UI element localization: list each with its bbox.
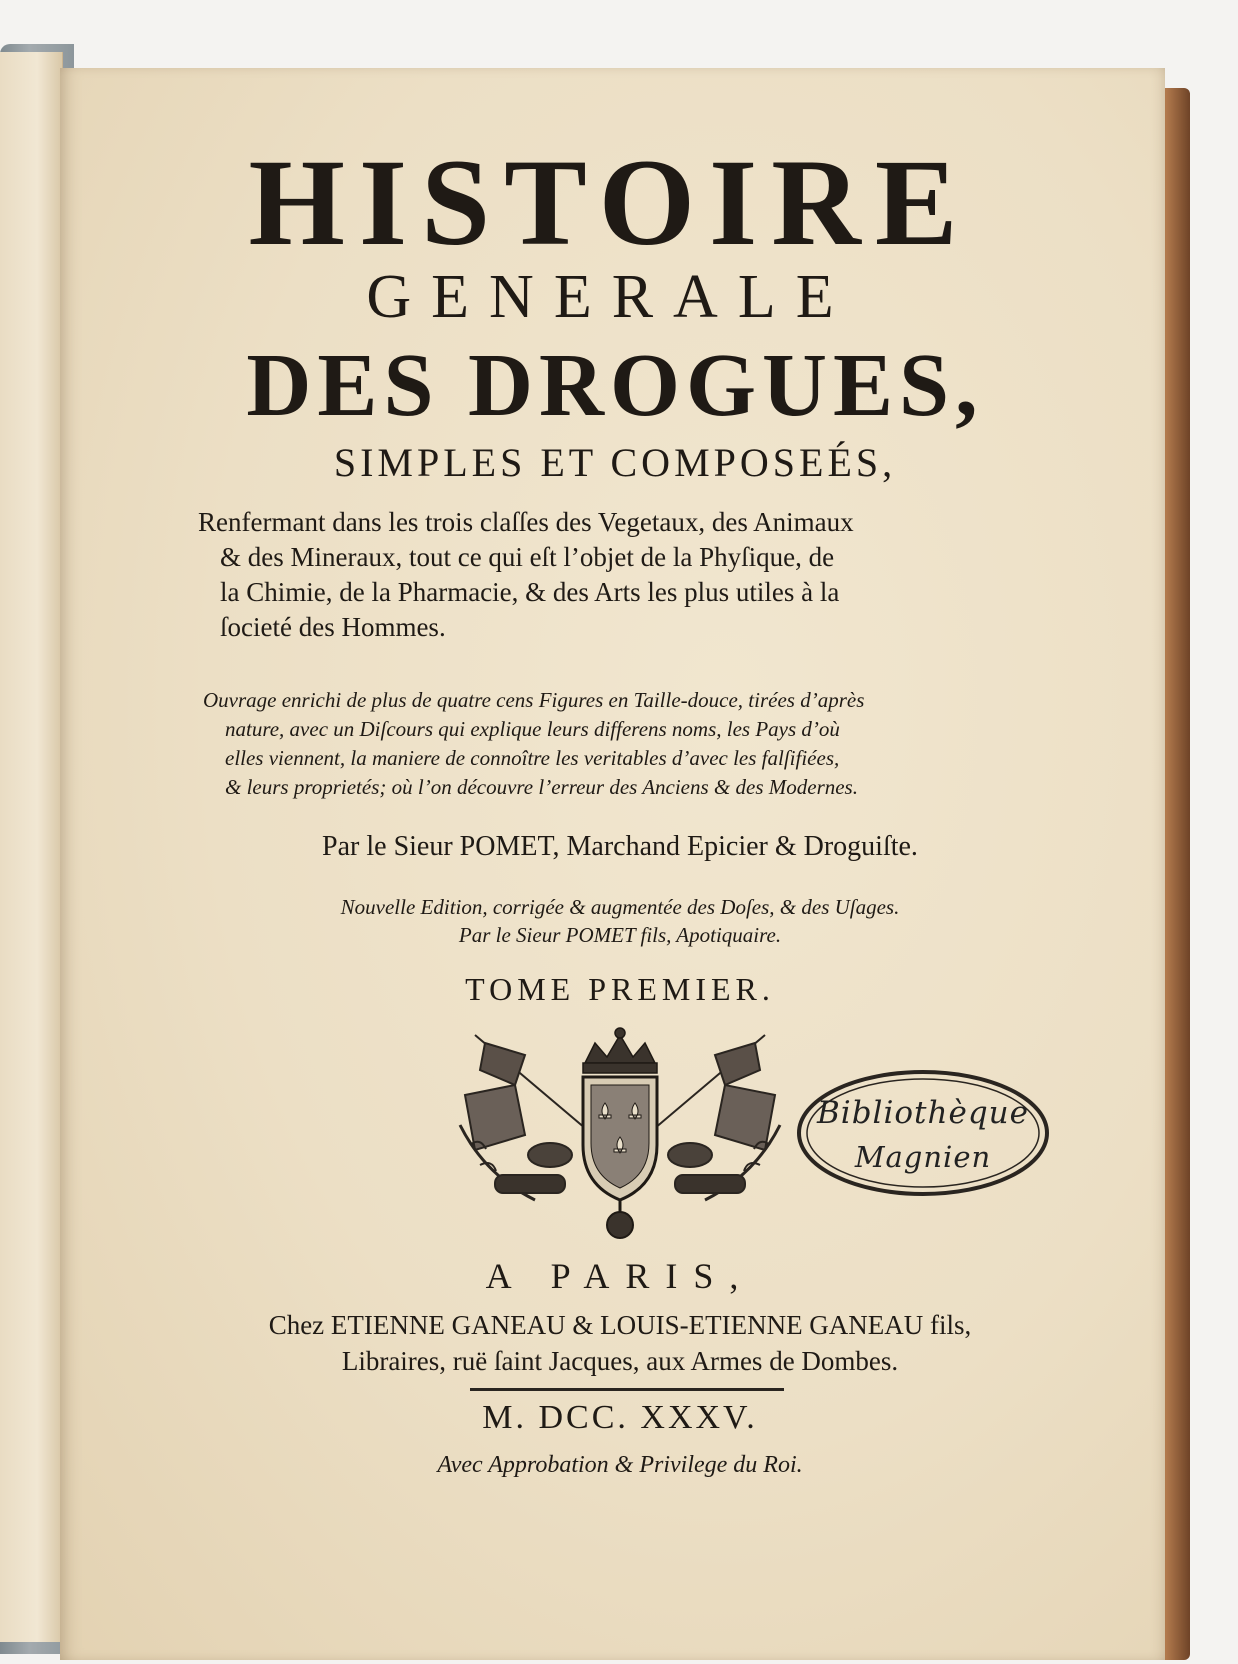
- subtitle-simples: SIMPLES ET COMPOSEÉS,: [333, 440, 897, 485]
- publisher-line-2: Libraires, ruë ſaint Jacques, aux Armes de Dombes.: [341, 1346, 899, 1376]
- publication-date: M. DCC. XXXV.: [482, 1399, 758, 1436]
- stamp-line-2: Magnien: [854, 1140, 992, 1174]
- description-line: & des Mineraux, tout ce qui eſt l’objet de la Phyſique, de: [220, 542, 835, 572]
- description-line: Renfermant dans les trois claſſes des Vegetaux, des Animaux: [198, 507, 854, 537]
- italic-paragraph: [203, 686, 1033, 802]
- italic-line: nature, avec un Diſcours qui explique leurs differens noms, les Pays d’où: [225, 717, 840, 741]
- subtitle-des-drogues: DES DROGUES,: [246, 336, 984, 435]
- coat-of-arms-engraving: [455, 1025, 785, 1245]
- description-line: ſocieté des Hommes.: [220, 612, 446, 642]
- italic-line: & leurs proprietés; où l’on découvre l’erreur des Anciens & des Modernes.: [225, 775, 858, 799]
- left-page-edge: [0, 52, 63, 1642]
- publisher-line-1: Chez ETIENNE GANEAU & LOUIS-ETIENNE GANEAU fils,: [268, 1310, 972, 1340]
- subtitle-generale: GENERALE: [366, 263, 854, 331]
- edition-author-line: Par le Sieur POMET fils, Apotiquaire.: [458, 923, 782, 947]
- stamp-line-1: Bibliothèque: [817, 1095, 1029, 1131]
- author-line: Par le Sieur POMET, Marchand Epicier & Droguiſte.: [322, 831, 918, 862]
- description-line: la Chimie, de la Pharmacie, & des Arts les plus utiles à la: [220, 577, 840, 607]
- privilege-line: Avec Approbation & Privilege du Roi.: [437, 1452, 803, 1478]
- library-stamp: [795, 1068, 1051, 1198]
- italic-line: elles viennent, la maniere de connoître les veritables d’avec les falſifiées,: [225, 746, 840, 770]
- divider-rule: [470, 1388, 784, 1391]
- description-paragraph: [198, 505, 1048, 645]
- book-title: HISTOIRE: [248, 134, 972, 271]
- city-line: A PARIS,: [485, 1256, 755, 1296]
- edition-line: Nouvelle Edition, corrigée & augmentée des Doſes, & des Uſages.: [340, 895, 900, 919]
- tome-line: TOME PREMIER.: [465, 971, 775, 1007]
- italic-line: Ouvrage enrichi de plus de quatre cens Figures en Taille-douce, tirées d’après: [203, 688, 865, 712]
